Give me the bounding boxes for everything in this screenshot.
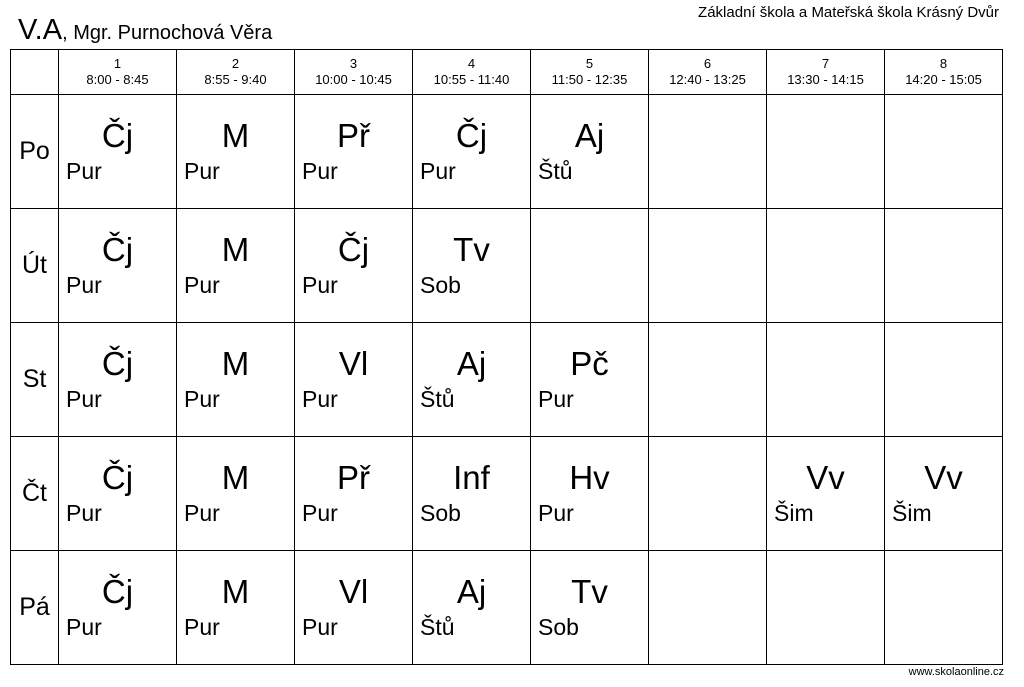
period-time: 10:55 - 11:40: [433, 72, 510, 87]
lesson-subject: Aj: [456, 573, 487, 610]
day-row: [11, 437, 1003, 551]
day-label: Po: [11, 95, 59, 209]
period-time: 10:00 - 10:45: [315, 72, 392, 87]
lesson-subject: M: [221, 459, 250, 496]
lesson-teacher: Pur: [302, 158, 338, 184]
lesson-subject: Čj: [337, 231, 370, 268]
period-time: 8:00 - 8:45: [86, 72, 149, 87]
lesson-teacher: Sob: [538, 614, 579, 640]
lesson-teacher: Šim: [774, 500, 814, 526]
lesson-teacher: Pur: [66, 500, 102, 526]
lesson-subject: Aj: [456, 345, 487, 382]
period-header: [177, 50, 295, 95]
lesson-teacher: Pur: [66, 386, 102, 412]
period-number: 5: [585, 56, 594, 71]
lesson-cell: [885, 551, 1003, 665]
lesson-subject: Vv: [806, 459, 845, 496]
class-teacher-name: , Mgr. Purnochová Věra: [62, 22, 273, 44]
lesson-cell: [531, 437, 649, 551]
period-number: 7: [821, 56, 830, 71]
school-name: Základní škola a Mateřská škola Krásný Dvůr: [698, 4, 999, 21]
lesson-cell: [531, 551, 649, 665]
lesson-cell: [885, 209, 1003, 323]
period-number: 1: [113, 56, 122, 71]
period-header: [59, 50, 177, 95]
lesson-cell: [413, 551, 531, 665]
period-time: 12:40 - 13:25: [669, 72, 746, 87]
lesson-subject: Inf: [453, 459, 490, 496]
day-row: [11, 95, 1003, 209]
day-label: St: [11, 323, 59, 437]
lesson-subject: M: [221, 231, 250, 268]
lesson-cell: [177, 437, 295, 551]
lesson-cell: [295, 437, 413, 551]
period-header: [649, 50, 767, 95]
lesson-cell: [177, 209, 295, 323]
class-name: V.A: [18, 14, 63, 46]
period-number: 4: [467, 56, 476, 71]
lesson-cell: [413, 437, 531, 551]
day-label: Čt: [11, 437, 59, 551]
lesson-subject: M: [221, 345, 250, 382]
lesson-cell: [59, 209, 177, 323]
lesson-subject: Čj: [101, 459, 134, 496]
lesson-teacher: Pur: [302, 386, 338, 412]
period-time: 8:55 - 9:40: [204, 72, 267, 87]
lesson-teacher: Pur: [66, 158, 102, 184]
page-title: [18, 14, 272, 47]
lesson-cell: [767, 95, 885, 209]
lesson-cell: [531, 323, 649, 437]
lesson-teacher: Pur: [184, 614, 220, 640]
period-number: 3: [349, 56, 358, 71]
lesson-subject: Vl: [338, 345, 369, 382]
day-row: [11, 323, 1003, 437]
period-header: [413, 50, 531, 95]
day-label: Pá: [11, 551, 59, 665]
lesson-cell: [885, 323, 1003, 437]
lesson-subject: Aj: [574, 117, 605, 154]
lesson-cell: [649, 551, 767, 665]
lesson-teacher: Pur: [66, 272, 102, 298]
lesson-teacher: Štů: [420, 614, 455, 640]
lesson-cell: [413, 323, 531, 437]
period-time: 14:20 - 15:05: [905, 72, 982, 87]
lesson-subject: Čj: [101, 573, 134, 610]
lesson-subject: Čj: [101, 231, 134, 268]
lesson-cell: [649, 209, 767, 323]
lesson-teacher: Pur: [184, 158, 220, 184]
lesson-cell: [885, 437, 1003, 551]
lesson-cell: [531, 95, 649, 209]
lesson-cell: [767, 323, 885, 437]
lesson-cell: [767, 551, 885, 665]
period-header: [767, 50, 885, 95]
lesson-cell: [59, 95, 177, 209]
lesson-cell: [413, 95, 531, 209]
day-row: [11, 209, 1003, 323]
period-header: [295, 50, 413, 95]
lesson-teacher: Pur: [302, 500, 338, 526]
lesson-teacher: Pur: [66, 614, 102, 640]
lesson-teacher: Pur: [538, 500, 574, 526]
period-number: 8: [939, 56, 948, 71]
lesson-subject: M: [221, 573, 250, 610]
lesson-subject: Tv: [571, 573, 608, 610]
lesson-subject: Vl: [338, 573, 369, 610]
lesson-cell: [295, 323, 413, 437]
lesson-subject: M: [221, 117, 250, 154]
period-header: [531, 50, 649, 95]
lesson-cell: [767, 209, 885, 323]
lesson-cell: [59, 323, 177, 437]
lesson-teacher: Štů: [420, 386, 455, 412]
lesson-cell: [295, 95, 413, 209]
lesson-teacher: Štů: [538, 158, 573, 184]
lesson-teacher: Šim: [892, 500, 932, 526]
lesson-subject: Čj: [101, 345, 134, 382]
period-time: 11:50 - 12:35: [551, 72, 628, 87]
period-number: 2: [231, 56, 240, 71]
header-corner-cell: [11, 50, 59, 95]
lesson-cell: [295, 551, 413, 665]
lesson-teacher: Sob: [420, 272, 461, 298]
lesson-cell: [177, 95, 295, 209]
lesson-cell: [59, 437, 177, 551]
lesson-cell: [413, 209, 531, 323]
period-time: 13:30 - 14:15: [787, 72, 864, 87]
lesson-cell: [649, 95, 767, 209]
lesson-teacher: Pur: [184, 500, 220, 526]
lesson-subject: Pč: [570, 345, 609, 382]
lesson-subject: Př: [337, 459, 370, 496]
lesson-teacher: Pur: [538, 386, 574, 412]
lesson-subject: Vv: [924, 459, 963, 496]
lesson-subject: Hv: [569, 459, 610, 496]
day-row: [11, 551, 1003, 665]
period-header-row: [11, 50, 1003, 95]
timetable: [10, 49, 1003, 665]
lesson-teacher: Sob: [420, 500, 461, 526]
lesson-subject: Př: [337, 117, 370, 154]
lesson-subject: Čj: [101, 117, 134, 154]
lesson-subject: Tv: [453, 231, 490, 268]
lesson-cell: [531, 209, 649, 323]
lesson-cell: [767, 437, 885, 551]
lesson-cell: [59, 551, 177, 665]
footer-website: www.skolaonline.cz: [908, 666, 1004, 678]
lesson-subject: Čj: [455, 117, 488, 154]
lesson-teacher: Pur: [420, 158, 456, 184]
lesson-cell: [649, 323, 767, 437]
lesson-cell: [885, 95, 1003, 209]
lesson-cell: [295, 209, 413, 323]
lesson-cell: [177, 323, 295, 437]
lesson-teacher: Pur: [184, 272, 220, 298]
lesson-cell: [177, 551, 295, 665]
lesson-teacher: Pur: [302, 272, 338, 298]
lesson-cell: [649, 437, 767, 551]
lesson-teacher: Pur: [184, 386, 220, 412]
period-number: 6: [703, 56, 712, 71]
lesson-teacher: Pur: [302, 614, 338, 640]
period-header: [885, 50, 1003, 95]
day-label: Út: [11, 209, 59, 323]
